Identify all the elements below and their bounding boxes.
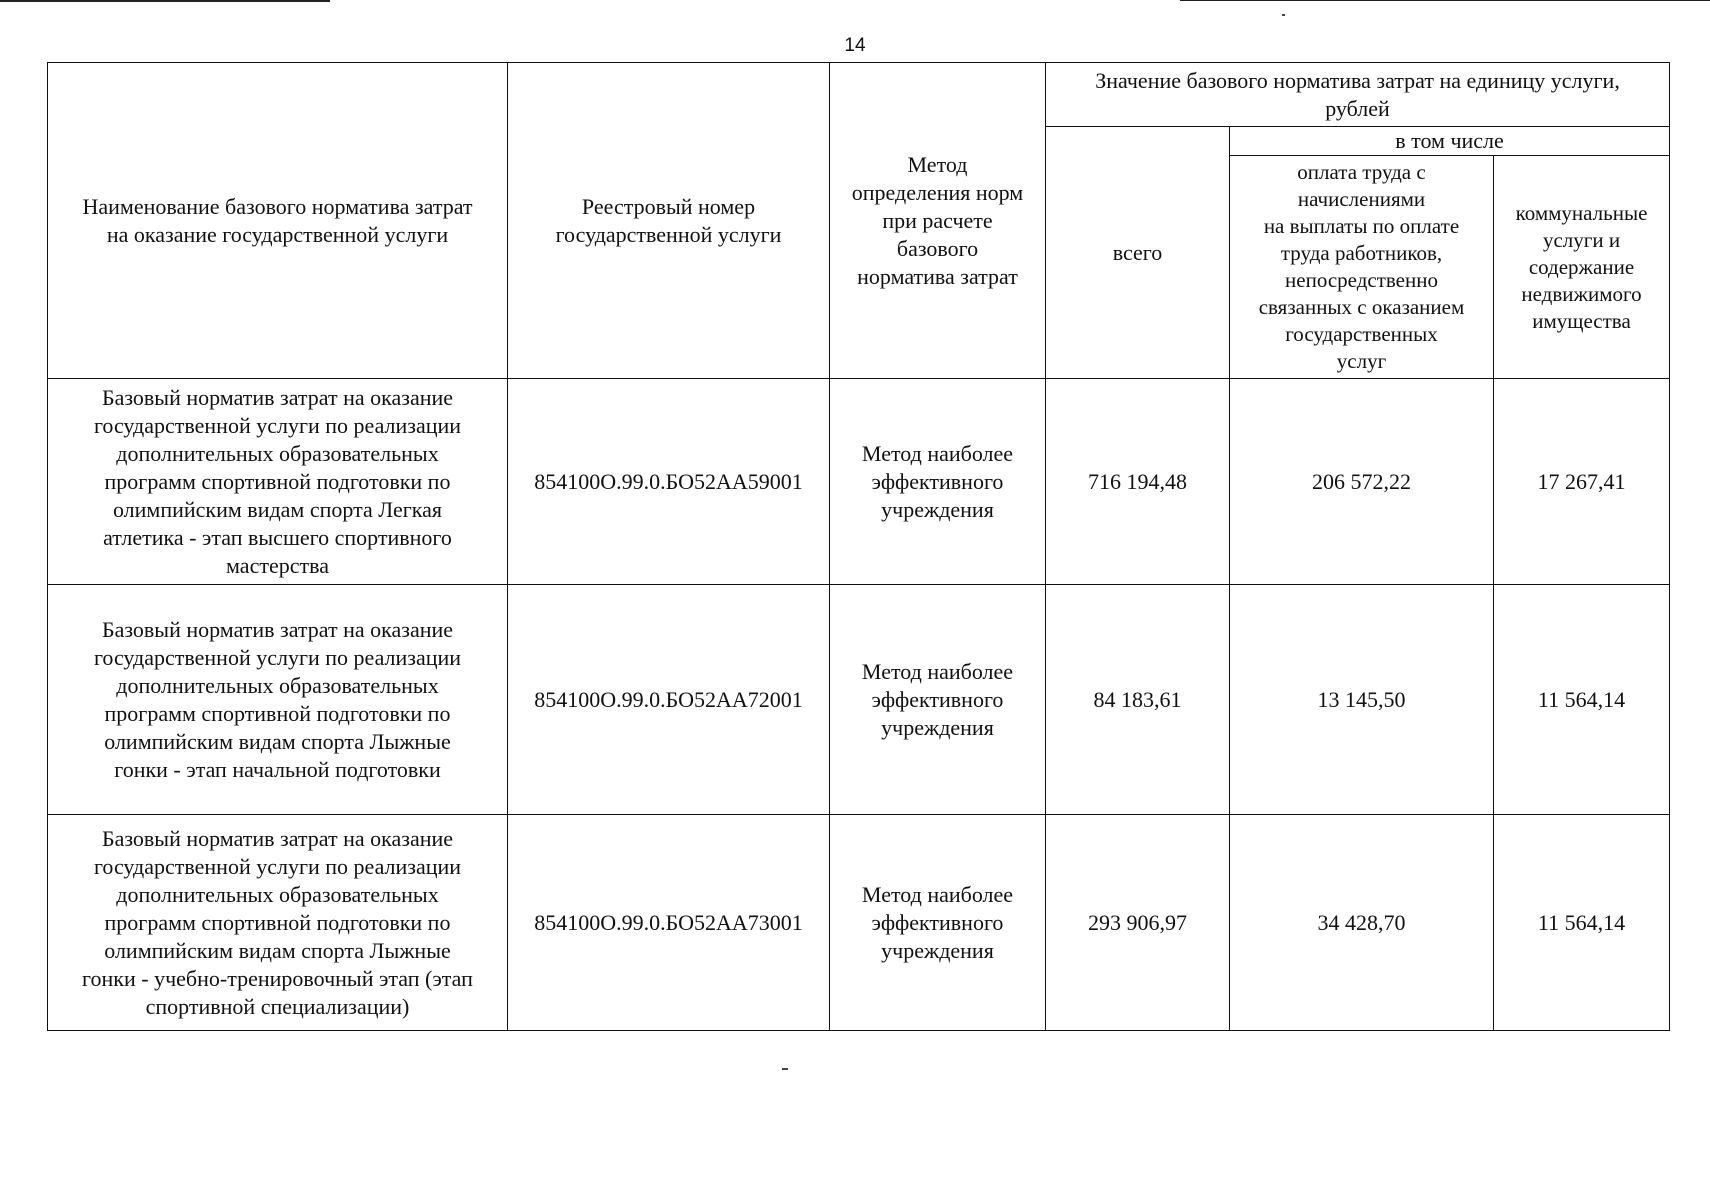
- row-method: Метод наиболее эффективного учреждения: [830, 379, 1046, 585]
- row-labor-costs: 34 428,70: [1230, 815, 1494, 1031]
- page-number: 14: [844, 35, 866, 56]
- scan-speck: [782, 1068, 788, 1070]
- header-total: всего: [1046, 127, 1230, 379]
- scan-top-rule-right: [1180, 0, 1710, 1]
- header-method: Метод определения норм при расчете базового норматива затрат: [830, 63, 1046, 379]
- cost-norms-table: [47, 62, 1670, 1031]
- row-registry-number: 854100О.99.0.БО52АА59001: [508, 379, 830, 585]
- row-total: 293 906,97: [1046, 815, 1230, 1031]
- table-row: [48, 379, 1670, 585]
- row-labor-costs: 206 572,22: [1230, 379, 1494, 585]
- scan-top-rule-left: [0, 0, 330, 2]
- row-utilities: 11 564,14: [1494, 815, 1670, 1031]
- row-name: Базовый норматив затрат на оказание государственной услуги по реализации дополнительных образовательных программ спортивной подготовки по олимпийским видам спорта Легкая атлетика - этап высшего спортивного мастерства: [48, 379, 508, 585]
- scan-speck: [1282, 14, 1285, 16]
- row-name: Базовый норматив затрат на оказание государственной услуги по реализации дополнительных образовательных программ спортивной подготовки по олимпийским видам спорта Лыжные гонки - учебно-тренировочный этап (этап спортивной специализации): [48, 815, 508, 1031]
- header-including: в том числе: [1230, 127, 1670, 156]
- row-labor-costs: 13 145,50: [1230, 585, 1494, 815]
- row-registry-number: 854100О.99.0.БО52АА73001: [508, 815, 830, 1031]
- header-utilities: коммунальные услуги и содержание недвижимого имущества: [1494, 156, 1670, 379]
- row-total: 84 183,61: [1046, 585, 1230, 815]
- row-utilities: 17 267,41: [1494, 379, 1670, 585]
- row-registry-number: 854100О.99.0.БО52АА72001: [508, 585, 830, 815]
- table-row: [48, 815, 1670, 1031]
- row-method: Метод наиболее эффективного учреждения: [830, 585, 1046, 815]
- header-name: Наименование базового норматива затрат на оказание государственной услуги: [48, 63, 508, 379]
- row-name: Базовый норматив затрат на оказание государственной услуги по реализации дополнительных образовательных программ спортивной подготовки по олимпийским видам спорта Лыжные гонки - этап начальной подготовки: [48, 585, 508, 815]
- header-labor-costs: оплата труда с начислениями на выплаты по оплате труда работников, непосредственно связанных с оказанием государственных услуг: [1230, 156, 1494, 379]
- row-total: 716 194,48: [1046, 379, 1230, 585]
- header-value-group: Значение базового норматива затрат на единицу услуги, рублей: [1046, 63, 1670, 127]
- row-utilities: 11 564,14: [1494, 585, 1670, 815]
- row-method: Метод наиболее эффективного учреждения: [830, 815, 1046, 1031]
- table-row: [48, 585, 1670, 815]
- header-registry-number: Реестровый номер государственной услуги: [508, 63, 830, 379]
